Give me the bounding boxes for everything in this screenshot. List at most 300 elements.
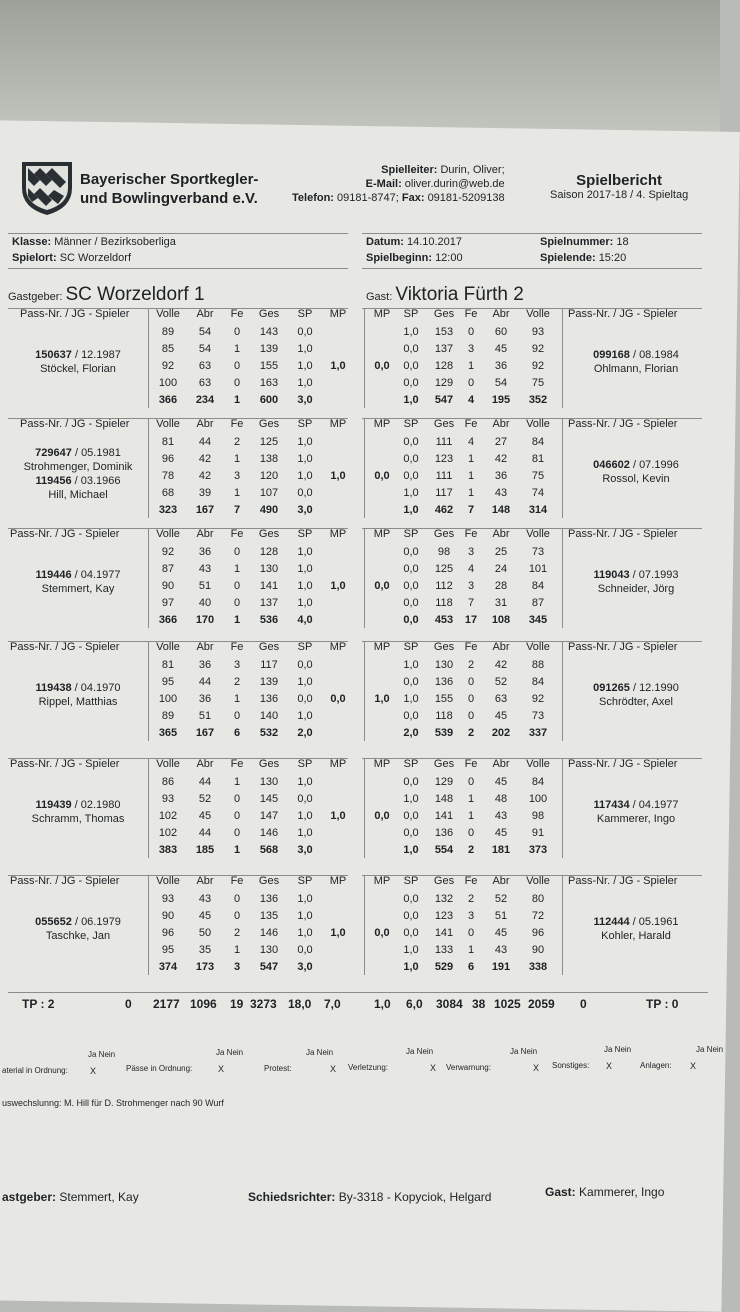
spielnummer-label: Spielnummer:	[540, 236, 614, 248]
home-cell: 139	[259, 676, 279, 688]
home-cell: 3	[233, 470, 241, 482]
guest-cell: 0,0	[403, 597, 419, 609]
guest-cell: 0,0	[403, 546, 419, 558]
guest-cell: 155	[434, 693, 454, 705]
guest-sum-cell: 338	[528, 961, 548, 973]
home-player-pass	[10, 348, 146, 362]
check-mark: X	[218, 1064, 225, 1074]
home-cell: 1	[233, 776, 241, 788]
guest-cell: 73	[531, 546, 545, 558]
guest-sum-cell: 4	[467, 394, 475, 406]
guest-cell: 137	[434, 343, 454, 355]
guest-col-header: Volle	[526, 641, 550, 653]
home-col-header: Ges	[258, 875, 280, 887]
guest-player-jg: / 05.1961	[632, 916, 679, 928]
home-col-header: Ges	[258, 418, 280, 430]
guest-cell: 0	[467, 377, 475, 389]
home-cell: 89	[161, 710, 175, 722]
guest-sum-cell: 373	[528, 844, 548, 856]
guest-cell: 92	[531, 693, 545, 705]
guest-cell: 4	[467, 436, 475, 448]
guest-cell: 0,0	[403, 710, 419, 722]
fax-value: 09181-5209138	[427, 192, 505, 204]
home-sum-cell: 167	[195, 504, 215, 516]
guest-cell: 81	[531, 453, 545, 465]
block-divider	[148, 875, 149, 975]
guest-player	[566, 915, 706, 943]
guest-sum-cell: 7	[467, 504, 475, 516]
guest-sum-cell: 453	[434, 614, 454, 626]
home-cell: 42	[198, 453, 212, 465]
guest-total-mp: 1,0	[374, 997, 391, 1011]
totals-divider	[8, 992, 708, 993]
guest-sum-cell: 181	[491, 844, 511, 856]
ja-nein-label: Ja Nein	[510, 1047, 538, 1056]
home-cell: 1,0	[297, 927, 313, 939]
home-sum-cell: 383	[158, 844, 178, 856]
home-signature-value: Stemmert, Kay	[59, 1190, 139, 1204]
home-cell: 1,0	[297, 453, 313, 465]
guest-player-jg: / 12.1990	[632, 682, 679, 694]
guest-cell: 24	[494, 563, 508, 575]
guest-player-name: Schneider, Jörg	[597, 583, 675, 595]
phone-row	[292, 191, 505, 205]
home-cell: 0	[233, 810, 241, 822]
block-divider	[562, 875, 563, 975]
home-cell: 0,0	[297, 659, 313, 671]
home-cell: 146	[259, 827, 279, 839]
home-col-header: Fe	[230, 875, 244, 887]
home-col-header: MP	[329, 641, 347, 653]
ja-nein-label: Ja Nein	[306, 1048, 334, 1057]
home-mp: 1,0	[330, 810, 346, 822]
guest-cell: 43	[494, 487, 508, 499]
home-col-header: SP	[297, 308, 313, 320]
guest-cell: 45	[494, 776, 508, 788]
home-sum-cell: 366	[158, 614, 178, 626]
guest-cell: 45	[494, 927, 508, 939]
klasse-value: Männer / Bezirksoberliga	[54, 236, 176, 248]
home-player-pass	[10, 798, 146, 812]
home-cell: 96	[161, 927, 175, 939]
guest-cell: 87	[531, 597, 545, 609]
guest-player-pass	[566, 915, 706, 929]
guest-sum-cell: 2,0	[403, 727, 419, 739]
home-cell: 1	[233, 563, 241, 575]
guest-col-header: SP	[403, 528, 419, 540]
fax-label: Fax:	[401, 192, 425, 204]
home-player	[10, 915, 146, 943]
home-player-pass	[10, 915, 146, 929]
guest-tp: TP : 0	[646, 997, 679, 1011]
home-cell: 163	[259, 377, 279, 389]
home-player-header: Pass-Nr. / JG - Spieler	[10, 528, 120, 540]
home-cell: 1,0	[297, 910, 313, 922]
home-cell: 100	[158, 377, 178, 389]
guest-player-pass	[566, 568, 706, 582]
guest-cell: 0,0	[403, 360, 419, 372]
guest-col-header: Abr	[492, 528, 510, 540]
home-sum-cell: 3,0	[297, 504, 313, 516]
home-cell: 43	[198, 893, 212, 905]
guest-cell: 3	[467, 343, 475, 355]
home-col-header: Fe	[230, 758, 244, 770]
home-cell: 85	[161, 343, 175, 355]
guest-cell: 148	[434, 793, 454, 805]
guest-cell: 0	[467, 827, 475, 839]
guest-sum-cell: 529	[434, 961, 454, 973]
guest-cell: 1	[467, 487, 475, 499]
spielbeginn-label: Spielbeginn:	[366, 252, 432, 264]
guest-player-name: Kammerer, Ingo	[596, 813, 676, 825]
guest-player-pass-nr: 117434	[593, 799, 630, 811]
guest-player	[566, 458, 706, 486]
spielende-value: 15:20	[598, 252, 627, 264]
guest-cell: 0,0	[403, 827, 419, 839]
guest-signature	[545, 1185, 664, 1199]
guest-cell: 0	[467, 776, 475, 788]
guest-col-header: Abr	[492, 758, 510, 770]
guest-col-header: Fe	[464, 418, 478, 430]
home-player-pass-nr: 119446	[35, 569, 72, 581]
home-cell: 63	[198, 377, 212, 389]
home-player-pass-nr: 119439	[35, 799, 72, 811]
home-cell: 45	[198, 810, 212, 822]
home-sum-cell: 7	[233, 504, 241, 516]
home-cell: 155	[259, 360, 279, 372]
home-cell: 93	[161, 793, 175, 805]
block-divider	[364, 758, 365, 858]
block-divider	[364, 418, 365, 518]
home-player-pass	[10, 568, 146, 582]
check-mark: X	[430, 1063, 437, 1073]
guest-cell: 75	[531, 377, 545, 389]
home-signature-label: astgeber:	[2, 1190, 57, 1204]
home-player	[10, 798, 146, 826]
home-team-name: SC Worzeldorf 1	[65, 284, 205, 305]
guest-cell: 0,0	[403, 893, 419, 905]
home-col-header: Volle	[156, 875, 180, 887]
home-cell: 130	[259, 563, 279, 575]
home-team-heading	[8, 284, 205, 306]
home-cell: 0	[233, 893, 241, 905]
home-player-jg: / 04.1977	[74, 569, 121, 581]
home-cell: 52	[198, 793, 212, 805]
guest-cell: 0	[467, 326, 475, 338]
block-divider	[562, 418, 563, 518]
home-cell: 0	[233, 377, 241, 389]
home-mp: 1,0	[330, 580, 346, 592]
home-cell: 145	[259, 793, 279, 805]
home-cell: 39	[198, 487, 212, 499]
guest-cell: 28	[494, 580, 508, 592]
home-col-header: MP	[329, 875, 347, 887]
home-cell: 136	[259, 893, 279, 905]
home-sum-cell: 366	[158, 394, 178, 406]
block-divider	[364, 308, 365, 408]
guest-cell: 1,0	[403, 487, 419, 499]
check-mark: X	[330, 1064, 337, 1074]
guest-cell: 3	[467, 910, 475, 922]
home-cell: 36	[198, 546, 212, 558]
guest-player-header: Pass-Nr. / JG - Spieler	[568, 418, 678, 430]
home-cell: 0	[233, 710, 241, 722]
home-sum-cell: 4,0	[297, 614, 313, 626]
home-cell: 137	[259, 597, 279, 609]
guest-col-header: Volle	[526, 528, 550, 540]
guest-cell: 130	[434, 659, 454, 671]
guest-col-header: Fe	[464, 308, 478, 320]
guest-col-header: SP	[403, 308, 419, 320]
guest-sum-cell: 352	[528, 394, 548, 406]
guest-cell: 84	[531, 676, 545, 688]
guest-col-header: MP	[373, 528, 391, 540]
guest-cell: 3	[467, 546, 475, 558]
federation-logo-icon	[20, 158, 74, 216]
ja-nein-label: Ja Nein	[696, 1045, 724, 1054]
home-sum-cell: 234	[195, 394, 215, 406]
spielleiter-row	[292, 163, 505, 177]
guest-player-pass	[566, 681, 706, 695]
home-sum-cell: 3,0	[297, 394, 313, 406]
guest-cell: 117	[435, 487, 453, 499]
home-col-header: Abr	[196, 641, 214, 653]
referee-signature	[248, 1190, 491, 1204]
guest-col-header: Ges	[433, 528, 455, 540]
home-tp: TP : 2	[22, 997, 55, 1011]
guest-player	[566, 568, 706, 596]
guest-mp: 0,0	[374, 580, 390, 592]
guest-cell: 98	[437, 546, 451, 558]
match-info-left	[8, 233, 348, 269]
guest-player-pass-nr: 099168	[593, 349, 630, 361]
home-sum-cell: 490	[259, 504, 279, 516]
block-divider	[364, 641, 365, 741]
home-player-name: Taschke, Jan	[45, 930, 111, 942]
guest-col-header: Volle	[526, 875, 550, 887]
block-divider	[364, 875, 365, 975]
guest-total-volle: 2059	[528, 997, 555, 1011]
guest-col-header: MP	[373, 418, 391, 430]
guest-col-header: Volle	[526, 758, 550, 770]
home-cell: 140	[259, 710, 279, 722]
home-total-ges: 3273	[250, 997, 277, 1011]
guest-sum-cell: 554	[434, 844, 454, 856]
home-cell: 2	[233, 927, 241, 939]
check-mark: X	[690, 1061, 697, 1071]
home-col-header: Abr	[196, 758, 214, 770]
home-mp: 1,0	[330, 927, 346, 939]
home-cell: 120	[259, 470, 279, 482]
guest-col-header: Fe	[464, 528, 478, 540]
guest-cell: 123	[434, 910, 454, 922]
guest-cell: 72	[531, 910, 545, 922]
home-col-header: SP	[297, 758, 313, 770]
guest-cell: 1	[467, 470, 475, 482]
guest-col-header: Ges	[433, 875, 455, 887]
home-col-header: Fe	[230, 418, 244, 430]
home-total-mp: 7,0	[324, 997, 341, 1011]
guest-sum-cell: 2	[467, 844, 475, 856]
home-cell: 1,0	[297, 360, 313, 372]
home-player	[10, 568, 146, 596]
home-col-header: Volle	[156, 308, 180, 320]
guest-cell: 91	[531, 827, 545, 839]
guest-col-header: Abr	[492, 418, 510, 430]
home-sum-cell: 170	[195, 614, 215, 626]
spielort-value: SC Worzeldorf	[59, 252, 132, 264]
home-sum-cell: 600	[259, 394, 279, 406]
block-divider	[562, 758, 563, 858]
home-cell: 1,0	[297, 580, 313, 592]
home-col-header: Ges	[258, 758, 280, 770]
home-player-jg: / 05.1981	[74, 447, 121, 459]
guest-player-pass-nr: 112444	[593, 916, 630, 928]
ja-nein-label: Ja Nein	[406, 1047, 434, 1056]
telefon-value: 09181-8747;	[337, 192, 399, 204]
block-divider	[562, 528, 563, 628]
home-player-name: Schramm, Thomas	[31, 813, 125, 825]
home-player-name: Hill, Michael	[48, 489, 108, 501]
ja-nein-label: Ja Nein	[604, 1045, 632, 1054]
email-value: oliver.durin@web.de	[404, 178, 505, 190]
home-player	[10, 446, 146, 474]
guest-cell: 2	[467, 893, 475, 905]
home-player-header: Pass-Nr. / JG - Spieler	[10, 875, 120, 887]
guest-col-header: Abr	[492, 308, 510, 320]
home-player-jg: / 02.1980	[74, 799, 121, 811]
home-cell: 139	[259, 343, 279, 355]
guest-cell: 84	[531, 776, 545, 788]
home-cell: 1	[233, 343, 241, 355]
home-player-name: Strohmenger, Dominik	[23, 461, 133, 473]
guest-player-header: Pass-Nr. / JG - Spieler	[568, 758, 678, 770]
home-col-header: Fe	[230, 641, 244, 653]
guest-cell: 25	[494, 546, 508, 558]
guest-cell: 80	[531, 893, 545, 905]
home-player-header: Pass-Nr. / JG - Spieler	[20, 308, 130, 320]
guest-sum-cell: 1,0	[403, 961, 419, 973]
guest-sum-cell: 1,0	[403, 394, 419, 406]
home-player-header: Pass-Nr. / JG - Spieler	[20, 418, 130, 430]
guest-cell: 125	[434, 563, 454, 575]
ja-nein-label: Ja Nein	[216, 1048, 244, 1057]
home-cell: 138	[259, 453, 279, 465]
block-divider	[148, 641, 149, 741]
guest-total-sp: 6,0	[406, 997, 423, 1011]
datum-value: 14.10.2017	[406, 236, 463, 248]
guest-cell: 0,0	[403, 563, 419, 575]
home-sum-cell: 6	[233, 727, 241, 739]
guest-cell: 129	[434, 377, 454, 389]
home-cell: 117	[260, 659, 278, 671]
guest-cell: 141	[434, 927, 454, 939]
spielbeginn-value: 12:00	[435, 252, 463, 264]
block-divider	[148, 528, 149, 628]
guest-sum-cell: 108	[491, 614, 511, 626]
home-team-label: Gastgeber:	[8, 291, 63, 303]
home-cell: 128	[259, 546, 279, 558]
home-col-header: SP	[297, 418, 313, 430]
home-sum-cell: 374	[158, 961, 178, 973]
home-col-header: MP	[329, 308, 347, 320]
home-player-pass-nr: 119438	[35, 682, 72, 694]
guest-signature-value: Kammerer, Ingo	[579, 1185, 665, 1199]
home-cell: 3	[233, 659, 241, 671]
guest-cell: 0,0	[403, 910, 419, 922]
guest-cell: 52	[494, 676, 508, 688]
guest-col-header: SP	[403, 875, 419, 887]
guest-cell: 0	[467, 710, 475, 722]
guest-cell: 1	[467, 453, 475, 465]
guest-col-header: SP	[403, 758, 419, 770]
guest-cell: 0,0	[403, 810, 419, 822]
guest-sum-cell: 337	[528, 727, 548, 739]
guest-mp: 0,0	[374, 810, 390, 822]
home-cell: 141	[259, 580, 279, 592]
home-cell: 1	[233, 944, 241, 956]
home-col-header: Volle	[156, 641, 180, 653]
home-cell: 2	[233, 436, 241, 448]
guest-team-label: Gast:	[366, 291, 393, 303]
home-cell: 44	[198, 436, 212, 448]
guest-player	[566, 798, 706, 826]
guest-cell: 0	[467, 693, 475, 705]
home-cell: 136	[259, 693, 279, 705]
guest-cell: 63	[494, 693, 508, 705]
guest-col-header: Ges	[433, 308, 455, 320]
guest-player-header: Pass-Nr. / JG - Spieler	[568, 308, 678, 320]
guest-cell: 0	[467, 676, 475, 688]
guest-cell: 111	[435, 436, 453, 448]
home-sum-cell: 1	[233, 394, 241, 406]
home-cell: 1,0	[297, 810, 313, 822]
home-player-pass-nr: 729647	[35, 447, 72, 459]
guest-cell: 45	[494, 343, 508, 355]
guest-total-fe: 38	[472, 997, 486, 1011]
guest-cell: 1,0	[403, 693, 419, 705]
check-item-label: Pässe in Ordnung:	[126, 1064, 193, 1073]
home-sum-cell: 1	[233, 844, 241, 856]
guest-cell: 100	[528, 793, 548, 805]
guest-cell: 141	[434, 810, 454, 822]
guest-total-abr: 1025	[494, 997, 521, 1011]
guest-player-header: Pass-Nr. / JG - Spieler	[568, 875, 678, 887]
guest-cell: 0,0	[403, 436, 419, 448]
guest-mp: 0,0	[374, 360, 390, 372]
home-mp: 1,0	[330, 360, 346, 372]
block-divider	[148, 418, 149, 518]
guest-cell: 112	[435, 580, 453, 592]
guest-col-header: MP	[373, 308, 391, 320]
home-cell: 44	[198, 827, 212, 839]
check-item-label: Verletzung:	[348, 1063, 389, 1072]
guest-player	[566, 681, 706, 709]
guest-sum-cell: 6	[467, 961, 475, 973]
home-col-header: Volle	[156, 528, 180, 540]
home-sum-cell: 1	[233, 614, 241, 626]
guest-cell: 60	[494, 326, 508, 338]
home-cell: 54	[198, 326, 212, 338]
home-player	[10, 348, 146, 376]
block-divider	[562, 308, 563, 408]
home-sum-cell: 167	[195, 727, 215, 739]
guest-team-name: Viktoria Fürth 2	[395, 284, 524, 305]
guest-player	[566, 348, 706, 376]
home-cell: 1,0	[297, 343, 313, 355]
home-mp: 1,0	[330, 470, 346, 482]
home-cell: 0	[233, 793, 241, 805]
